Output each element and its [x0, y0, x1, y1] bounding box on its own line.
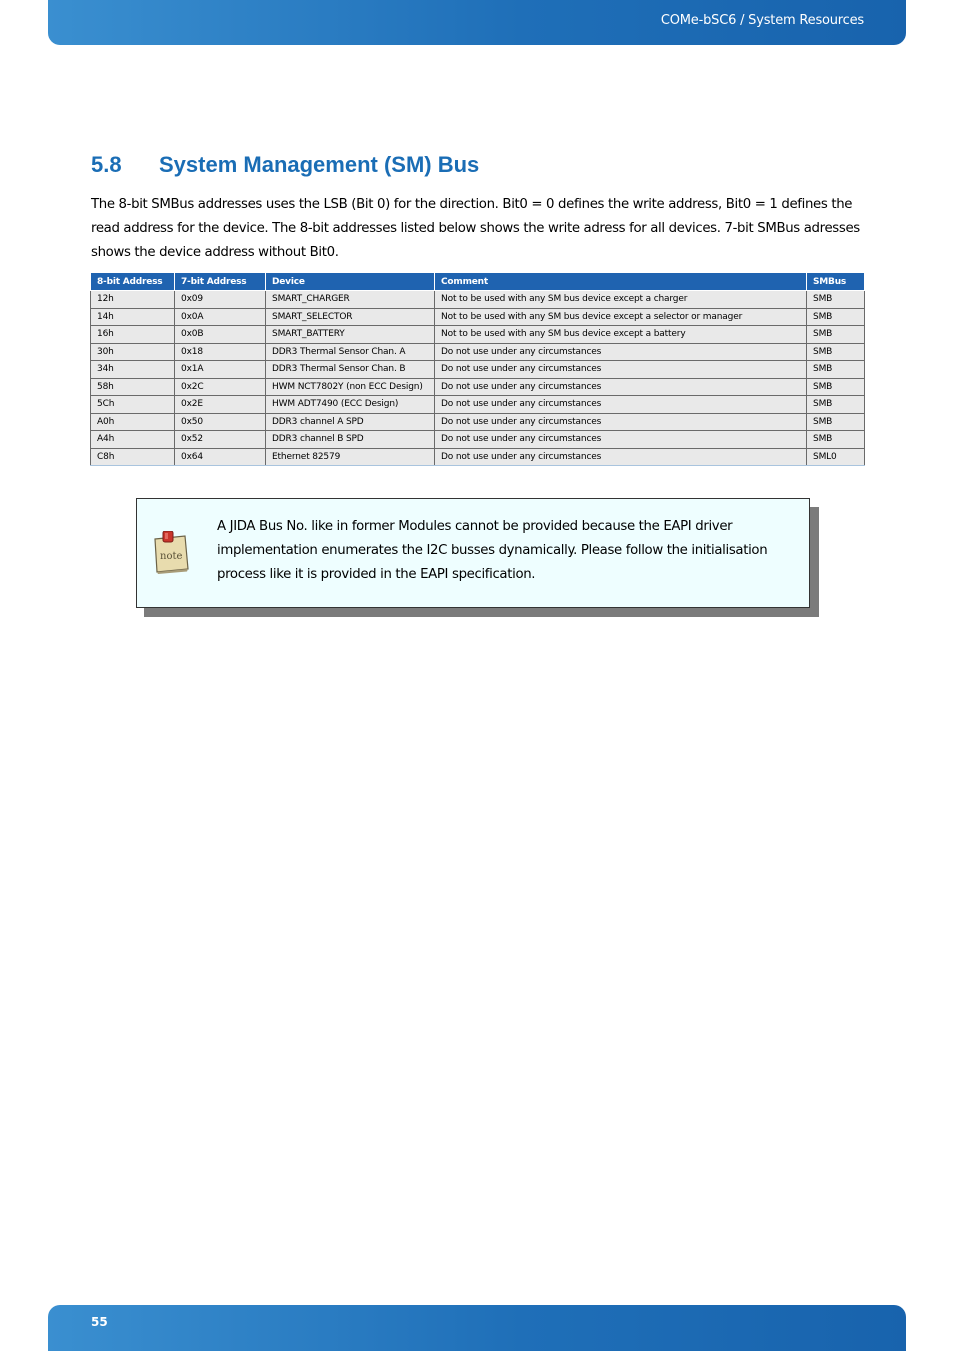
page-footer [48, 1305, 906, 1351]
table-cell: 0x0A [175, 308, 266, 326]
table-cell: 0x18 [175, 343, 266, 361]
table-cell: C8h [91, 448, 175, 466]
column-header: Comment [435, 273, 807, 291]
note-icon [151, 531, 191, 575]
table-cell: Do not use under any circumstances [435, 343, 807, 361]
table-cell: HWM NCT7802Y (non ECC Design) [266, 378, 435, 396]
table-row [91, 308, 865, 326]
table-cell: SMB [807, 343, 865, 361]
note-text: A JIDA Bus No. like in former Modules cannot be provided because the EAPI driver implementation enumerates the I2C busses dynamically. Please follow the initialisation process like it is provided in the EAPI specification. [217, 519, 768, 582]
table-cell: 0x52 [175, 431, 266, 449]
table-cell: SMART_CHARGER [266, 291, 435, 309]
table-cell: SMB [807, 431, 865, 449]
table-cell: 0x1A [175, 361, 266, 379]
table-cell: 34h [91, 361, 175, 379]
table-cell: SMB [807, 361, 865, 379]
note-icon-label: note [160, 551, 183, 562]
section-heading [91, 152, 479, 178]
table-cell: Not to be used with any SM bus device except a selector or manager [435, 308, 807, 326]
table-row [91, 448, 865, 466]
table-cell: SML0 [807, 448, 865, 466]
table-cell: 0x50 [175, 413, 266, 431]
table-row [91, 396, 865, 414]
table-cell: Do not use under any circumstances [435, 431, 807, 449]
table-cell: 14h [91, 308, 175, 326]
table-cell: SMB [807, 291, 865, 309]
table-cell: Not to be used with any SM bus device except a battery [435, 326, 807, 344]
table-cell: SMB [807, 378, 865, 396]
section-title: System Management (SM) Bus [159, 152, 480, 177]
table-cell: Do not use under any circumstances [435, 448, 807, 466]
table-cell: 30h [91, 343, 175, 361]
table-cell: SMB [807, 396, 865, 414]
column-header: 7-bit Address [175, 273, 266, 291]
table-cell: Do not use under any circumstances [435, 378, 807, 396]
table-cell: A0h [91, 413, 175, 431]
table-cell: 0x2E [175, 396, 266, 414]
table-row [91, 326, 865, 344]
table-cell: SMB [807, 326, 865, 344]
table-cell: Not to be used with any SM bus device except a charger [435, 291, 807, 309]
table-cell: 0x2C [175, 378, 266, 396]
table-cell: A4h [91, 431, 175, 449]
table-cell: 12h [91, 291, 175, 309]
table-cell: SMB [807, 308, 865, 326]
intro-paragraph: The 8-bit SMBus addresses uses the LSB (Bit 0) for the direction. Bit0 = 0 defines the write address, Bit0 = 1 defines the read address for the device. The 8-bit addresses listed below shows the write adress for all devices. 7-bit SMBus adresses shows the device address without Bit0. [91, 197, 860, 260]
table-cell: DDR3 Thermal Sensor Chan. A [266, 343, 435, 361]
table-row [91, 378, 865, 396]
table-cell: SMB [807, 413, 865, 431]
smbus-address-table [90, 272, 865, 466]
table-row [91, 413, 865, 431]
table-cell: SMART_SELECTOR [266, 308, 435, 326]
table-cell: HWM ADT7490 (ECC Design) [266, 396, 435, 414]
table-cell: Do not use under any circumstances [435, 413, 807, 431]
header-title: COMe-bSC6 / System Resources [660, 13, 864, 28]
column-header: 8-bit Address [91, 273, 175, 291]
table-cell: DDR3 Thermal Sensor Chan. B [266, 361, 435, 379]
page-number: 55 [91, 1315, 108, 1329]
table-row [91, 431, 865, 449]
table-header-row [91, 273, 865, 291]
column-header: Device [266, 273, 435, 291]
note-box [136, 498, 810, 608]
table-cell: 5Ch [91, 396, 175, 414]
table-row [91, 291, 865, 309]
section-number: 5.8 [91, 152, 122, 177]
table-cell: 0x64 [175, 448, 266, 466]
table-row [91, 361, 865, 379]
table-cell: Do not use under any circumstances [435, 361, 807, 379]
table-cell: DDR3 channel B SPD [266, 431, 435, 449]
table-cell: 0x09 [175, 291, 266, 309]
table-row [91, 343, 865, 361]
table-cell: 16h [91, 326, 175, 344]
table-cell: DDR3 channel A SPD [266, 413, 435, 431]
table-cell: SMART_BATTERY [266, 326, 435, 344]
table-cell: Do not use under any circumstances [435, 396, 807, 414]
table-cell: 58h [91, 378, 175, 396]
table-cell: Ethernet 82579 [266, 448, 435, 466]
page-header [48, 0, 906, 45]
table-cell: 0x0B [175, 326, 266, 344]
column-header: SMBus [807, 273, 865, 291]
